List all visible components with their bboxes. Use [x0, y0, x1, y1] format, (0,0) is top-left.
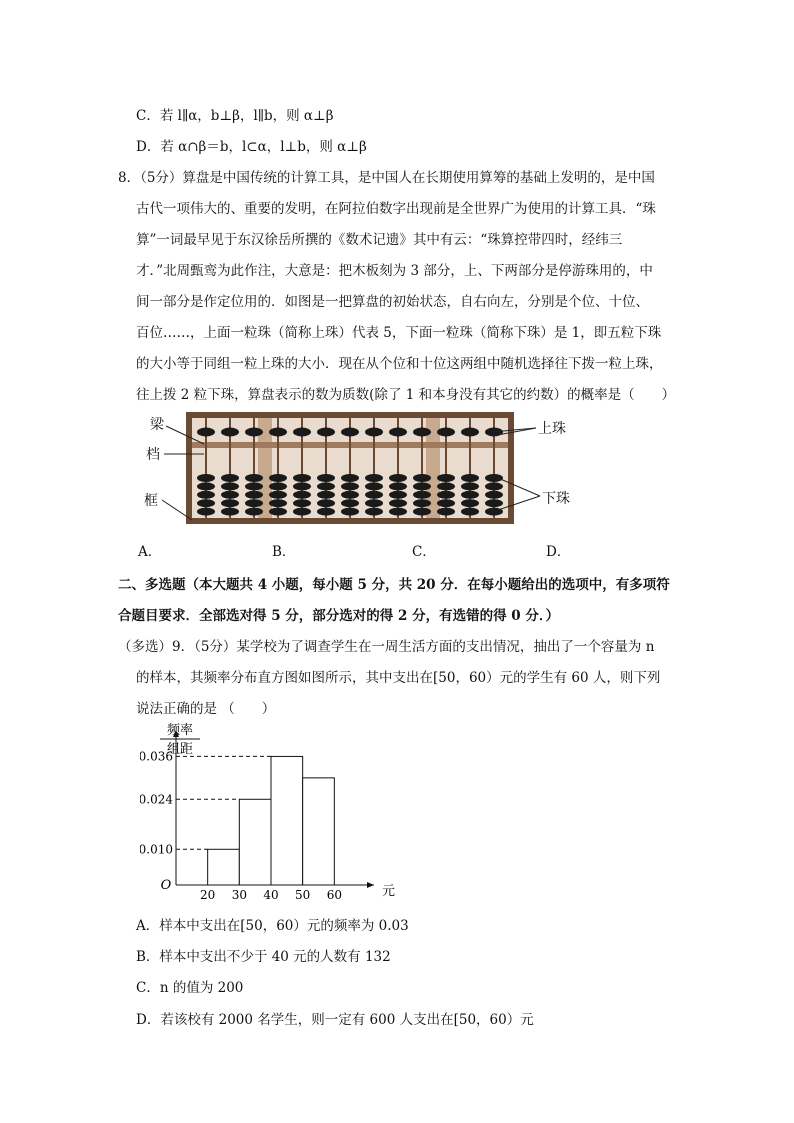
abacus-lower-bead [317, 491, 335, 499]
abacus-lower-bead [389, 508, 407, 516]
abacus-upper-bead [389, 428, 407, 437]
q8-line: 的大小等于同组一粒上珠的大小．现在从个位和十位这两组中随机选择往下拨一粒上珠， [136, 356, 663, 372]
abacus-lower-bead [293, 482, 311, 490]
abacus-lower-bead [317, 499, 335, 507]
abacus-lower-bead [197, 474, 215, 482]
option-letter: C． [136, 108, 160, 124]
abacus-lower-bead [485, 474, 503, 482]
histogram-x-tick-label: 50 [295, 888, 311, 900]
q9-option-a: A．样本中支出在[50，60）元的频率为 0.03 [136, 918, 409, 934]
abacus-lower-bead [221, 474, 239, 482]
histogram-x-label: 元 [382, 884, 396, 899]
abacus-upper-bead [293, 428, 311, 437]
q8-option-b: B． [272, 544, 296, 560]
q8-line: 算”一词最早见于东汉徐岳所撰的《数术记遗》其中有云：“珠算控带四时，经纬三 [136, 232, 623, 248]
abacus-lower-bead [461, 474, 479, 482]
abacus-lower-bead [413, 499, 431, 507]
abacus-lower-bead [389, 474, 407, 482]
histogram-y-label-top: 频率 [166, 723, 194, 738]
abacus-lower-bead [389, 491, 407, 499]
abacus-lower-bead [221, 482, 239, 490]
abacus-lower-bead [221, 491, 239, 499]
abacus-label-dang: 档 [146, 447, 160, 463]
abacus-label-xiazhu: 下珠 [542, 491, 570, 507]
q9-line3: 说法正确的是 （ ） [136, 701, 276, 717]
abacus-lower-bead [365, 491, 383, 499]
abacus-lower-bead [293, 474, 311, 482]
q8-option-a: A． [138, 544, 162, 560]
abacus-lower-bead [485, 482, 503, 490]
abacus-upper-bead [221, 428, 239, 437]
abacus-lower-bead [317, 508, 335, 516]
q9-option-c: C．n 的值为 200 [136, 980, 244, 996]
abacus-lower-bead [293, 508, 311, 516]
q8-line: 往上拨 2 粒下珠，算盘表示的数为质数(除了 1 和本身没有其它的约数）的概率是（ ） [136, 387, 676, 403]
histogram-y-tick-label: 0.010 [140, 842, 173, 857]
q8-option-c: C． [412, 544, 436, 560]
abacus-lower-bead [293, 499, 311, 507]
abacus-figure [140, 410, 580, 530]
histogram-chart [140, 720, 400, 900]
abacus-lower-bead [485, 499, 503, 507]
abacus-lower-bead [245, 499, 263, 507]
q8-option-d: D． [546, 544, 571, 560]
abacus-lower-bead [245, 474, 263, 482]
histogram-y-tick-label: 0.024 [140, 792, 173, 807]
histogram-x-tick-label: 30 [231, 888, 247, 900]
abacus-drawing [140, 410, 580, 530]
q7-option-c [136, 104, 334, 124]
abacus-lower-bead [341, 499, 359, 507]
abacus-upper-bead [461, 428, 479, 437]
histogram-y-tick-label: 0.036 [140, 749, 173, 764]
q9-option-d: D．若该校有 2000 名学生，则一定有 600 人支出在[50，60）元 [136, 1012, 534, 1028]
abacus-lower-bead [437, 482, 455, 490]
abacus-lower-bead [389, 482, 407, 490]
abacus-upper-bead [413, 428, 431, 437]
abacus-lower-bead [437, 508, 455, 516]
option-letter: D． [136, 139, 161, 155]
option-text: 若 α∩β＝b，l⊂α，l⊥b，则 α⊥β [160, 139, 367, 155]
abacus-lower-bead [293, 491, 311, 499]
abacus-lower-bead [317, 474, 335, 482]
abacus-label-shangzhu: 上珠 [538, 421, 566, 437]
abacus-lower-bead [197, 482, 215, 490]
abacus-lower-bead [341, 482, 359, 490]
histogram-x-tick-label: 60 [326, 888, 342, 900]
abacus-lower-bead [221, 508, 239, 516]
abacus-lower-bead [269, 482, 287, 490]
abacus-lower-bead [269, 499, 287, 507]
abacus-lower-bead [341, 508, 359, 516]
abacus-lower-bead [197, 499, 215, 507]
q8-line: 才．”北周甄鸾为此作注，大意是：把木板刻为 3 部分，上、下两部分是停游珠用的，中 [136, 263, 653, 279]
abacus-label-kuang: 框 [144, 493, 158, 509]
q7-option-d [136, 135, 367, 155]
abacus-label-liang: 梁 [150, 417, 164, 433]
abacus-lower-bead [197, 508, 215, 516]
abacus-lower-bead [341, 474, 359, 482]
abacus-lower-bead [365, 482, 383, 490]
q8-line: 间一部分是作定位用的．如图是一把算盘的初始状态，自右向左，分别是个位、十位、 [136, 294, 649, 310]
abacus-lower-bead [269, 474, 287, 482]
abacus-lower-bead [365, 474, 383, 482]
abacus-lower-bead [437, 474, 455, 482]
abacus-lower-bead [365, 499, 383, 507]
abacus-lower-bead [365, 508, 383, 516]
abacus-lower-bead [413, 474, 431, 482]
q9-line2: 的样本，其频率分布直方图如图所示，其中支出在[50，60）元的学生有 60 人，则下列 [136, 670, 661, 686]
abacus-upper-bead [245, 428, 263, 437]
histogram-figure [140, 720, 400, 900]
q8-line: 百位……，上面一粒珠（简称上珠）代表 5，下面一粒珠（简称下珠）是 1，即五粒下珠 [136, 325, 662, 341]
abacus-upper-bead [317, 428, 335, 437]
abacus-upper-bead [197, 428, 215, 437]
abacus-lower-bead [461, 491, 479, 499]
abacus-lower-bead [461, 508, 479, 516]
q8-line: 8．（5分）算盘是中国传统的计算工具，是中国人在长期使用算筹的基础上发明的，是中国 [118, 170, 655, 186]
histogram-bar [303, 778, 335, 885]
abacus-lower-bead [413, 482, 431, 490]
section-2-header-line2: 合题目要求．全部选对得 5 分，部分选对的得 2 分，有选错的得 0 分．） [118, 608, 560, 624]
histogram-bar [208, 849, 240, 885]
abacus-lower-bead [269, 491, 287, 499]
abacus-lower-bead [245, 491, 263, 499]
abacus-lower-bead [221, 499, 239, 507]
histogram-bars [208, 756, 335, 885]
abacus-lower-bead [341, 491, 359, 499]
histogram-origin-label: O [160, 878, 172, 893]
abacus-lower-bead [485, 491, 503, 499]
section-2-header-line1: 二、多选题（本大题共 4 小题，每小题 5 分，共 20 分．在每小题给出的选项中，有多项符 [118, 577, 670, 593]
option-text: 若 l∥α，b⊥β，l∥b，则 α⊥β [159, 108, 334, 124]
abacus-lower-bead [245, 482, 263, 490]
abacus-lower-bead [269, 508, 287, 516]
histogram-y-label-bottom: 组距 [166, 742, 194, 757]
histogram-x-tick-label: 20 [200, 888, 216, 900]
abacus-lower-bead [197, 491, 215, 499]
q9-line1: （多选）9．（5分）某学校为了调查学生在一周生活方面的支出情况，抽出了一个容量为 n [118, 639, 655, 655]
abacus-upper-bead [365, 428, 383, 437]
abacus-lower-bead [413, 491, 431, 499]
histogram-bar [271, 756, 303, 885]
q8-line: 古代一项伟大的、重要的发明，在阿拉伯数字出现前是全世界广为使用的计算工具．“珠 [136, 201, 656, 217]
abacus-upper-bead [437, 428, 455, 437]
abacus-lower-bead [317, 482, 335, 490]
abacus-upper-bead [269, 428, 287, 437]
abacus-lower-bead [461, 482, 479, 490]
abacus-upper-bead [341, 428, 359, 437]
abacus-lower-bead [389, 499, 407, 507]
abacus-lower-bead [437, 491, 455, 499]
abacus-lower-bead [437, 499, 455, 507]
abacus-lower-bead [245, 508, 263, 516]
q9-option-b: B．样本中支出不少于 40 元的人数有 132 [136, 949, 391, 965]
histogram-bar [239, 799, 271, 885]
abacus-lower-bead [413, 508, 431, 516]
abacus-lower-bead [461, 499, 479, 507]
histogram-x-arrow [367, 882, 374, 888]
histogram-x-tick-label: 40 [263, 888, 279, 900]
